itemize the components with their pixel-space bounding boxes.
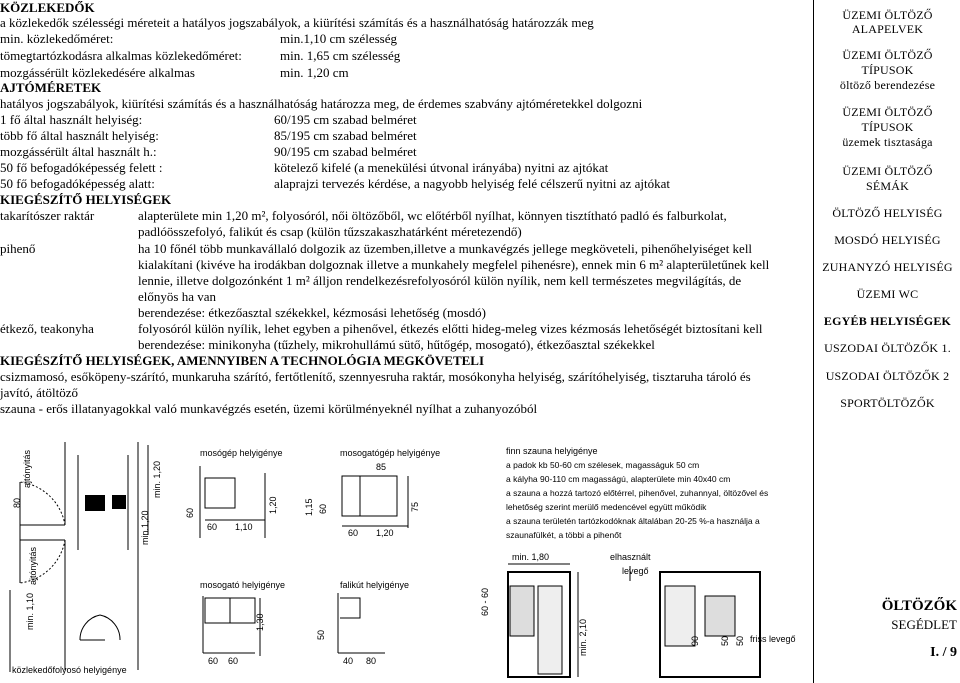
corridor-label: min.1,20 — [140, 510, 150, 545]
section-heading-kiegeszito2: KIEGÉSZÍTŐ HELYISÉGEK, AMENNYIBEN A TECHNOLÓGIA MEGKÖVETELI — [0, 353, 485, 368]
kieg-item-line: berendezése: étkezőasztal székekkel, kézmosási lehetőség (mosdó) — [138, 305, 486, 320]
falikut-diagram — [310, 578, 420, 678]
kieg2-line: szauna - erős illatanyagokkal való munkavégzés esetén, üzemi körülményeknél nyílhat a zuhanyozóból — [0, 401, 538, 416]
kieg-item-line: alapterülete min 1,20 m², folyosóról, női öltözőből, wc előtérből nyílhat, könnyen tisztítható padló és falburkolat, — [138, 208, 727, 223]
page-number: I. / 9 — [930, 645, 957, 660]
sidebar-item-tisztasag[interactable]: üzemek tisztasága — [842, 135, 933, 149]
szauna-title: finn szauna helyigénye — [506, 446, 598, 456]
dim-label: min. 1,80 — [512, 552, 550, 562]
corridor-label: min. 1,10 — [25, 592, 35, 630]
kieg-item-label: pihenő — [0, 241, 36, 256]
kieg-item-line: padlóösszefolyó, falikút és csap (külön tűzszakaszhatárként méretezendő) — [138, 224, 522, 239]
dim-label: 60 — [185, 507, 195, 518]
sidebar-item-tipusok[interactable]: TÍPUSOK — [861, 120, 914, 134]
sidebar-item-uszodai-1[interactable]: USZODAI ÖLTÖZŐK 1. — [824, 341, 951, 355]
sidebar-item-uzemi-oltozo[interactable]: ÜZEMI ÖLTÖZŐ — [842, 48, 933, 62]
corridor-label: ajtónyitás — [28, 546, 38, 585]
dim-label: 60 - 60 — [480, 587, 490, 616]
kieg-item-line: lennie, illetve dolgozónként 1 m² álljon rendelkezésrefolyosóról külön nyílik, nem kell természetes megvilágítás, de — [138, 273, 742, 288]
sidebar-item-uzemi-wc[interactable]: ÜZEMI WC — [856, 287, 919, 301]
ajto-row-label: mozgássérült által használt h.: — [0, 144, 157, 159]
mosogatogep-diagram — [300, 448, 450, 548]
sidebar-item-tipusok[interactable]: TÍPUSOK — [861, 63, 914, 77]
sidebar-item-alapelvek[interactable]: ALAPELVEK — [851, 22, 924, 36]
dim-label: 1,30 — [255, 613, 265, 631]
kozlekedok-row-value: min. 1,20 cm — [280, 65, 349, 80]
corridor-label: 80 — [12, 497, 22, 508]
sidebar-item-zuhanyzo-helyiseg[interactable]: ZUHANYZÓ HELYISÉG — [822, 260, 953, 274]
corridor-caption: közlekedőfolyosó helyigénye — [12, 665, 127, 675]
dim-label: 60 — [318, 503, 328, 514]
corridor-label: min. 1,20 — [152, 460, 162, 498]
ajto-row-value: 85/195 cm szabad belméret — [274, 128, 417, 143]
kieg2-line: csizmamosó, esőköpeny-szárító, munkaruha szárító, fertőtlenítő, szennyesruha raktár, mosókonyha helyiség, szárítóhelyiség, tisztaruha tároló és — [0, 369, 751, 384]
dim-label: 80 — [366, 656, 377, 666]
dim-label: 50 — [735, 635, 745, 646]
ajto-row-value: 90/195 cm szabad belméret — [274, 144, 417, 159]
footer-subtitle: SEGÉDLET — [891, 617, 957, 632]
dim-label: 1,10 — [235, 522, 253, 532]
sidebar-item-uszodai-2[interactable]: USZODAI ÖLTÖZŐK 2 — [825, 369, 950, 383]
section-heading-kozlekedok: KÖZLEKEDŐK — [0, 0, 95, 15]
mosogatogep-drawing — [300, 448, 450, 548]
dim-label: 1,20 — [268, 496, 278, 514]
dim-label: 60 — [208, 656, 219, 666]
ajto-row-label: több fő által használt helyiség: — [0, 128, 159, 143]
kieg-item-label: takarítószer raktár — [0, 208, 95, 223]
kieg-item-line: folyosóról külön nyílik, lehet egyben a pihenővel, étkezés előtti hideg-meleg vizes kézmosás lehetőségét biztosítani kell — [138, 321, 763, 336]
sidebar-item-sportoltozok[interactable]: SPORTÖLTÖZŐK — [840, 396, 935, 410]
kozlekedok-row-label: mozgássérült közlekedésére alkalmas — [0, 65, 195, 80]
section-heading-kiegeszito: KIEGÉSZÍTŐ HELYISÉGEK — [0, 192, 172, 207]
dim-label: 60 — [348, 528, 359, 538]
kozlekedok-row-label: tömegtartózkodásra alkalmas közlekedőméret: — [0, 48, 242, 63]
dim-label: 50 — [720, 635, 730, 646]
corridor-label: ajtónyitás — [22, 449, 32, 488]
dim-label: 60 — [207, 522, 218, 532]
dim-label: 60 — [228, 656, 239, 666]
sidebar-item-uzemi-oltozo[interactable]: ÜZEMI ÖLTÖZŐ — [842, 164, 933, 178]
dim-label: levegő — [622, 566, 649, 576]
mosogep-caption: mosógép helyigénye — [200, 448, 283, 458]
dim-label: 40 — [343, 656, 354, 666]
dim-label: 1,20 — [376, 528, 394, 538]
kozlekedok-row-value: min. 1,65 cm szélesség — [280, 48, 401, 63]
szauna-note: a szauna a hozzá tartozó előtérrel, pihenővel, zuhannyal, öltözővel és — [506, 488, 769, 498]
sidebar-item-semak[interactable]: SÉMÁK — [865, 179, 909, 193]
ajto-row-label: 50 fő befogadóképesség felett : — [0, 160, 163, 175]
ajto-row-label: 50 fő befogadóképesség alatt: — [0, 176, 155, 191]
kieg2-line: javító, átöltöző — [0, 385, 78, 400]
person-marker — [85, 495, 105, 511]
mosogatogep-caption: mosogatógép helyigénye — [340, 448, 441, 458]
dim-label: 1,15 — [304, 498, 314, 516]
kozlekedok-intro: a közlekedők szélességi méreteit a hatályos jogszabályok, a kiürítési számítás és a használhatóság határozzák meg — [0, 15, 594, 30]
section-heading-ajtomeretek: AJTÓMÉRETEK — [0, 80, 102, 95]
dim-label: 75 — [410, 501, 420, 512]
kieg-item-line: berendezése: minikonyha (tűzhely, mikrohullámú sütő, hűtőgép, mosogató), étkezőasztal székekkel — [138, 337, 655, 352]
ajto-row-label: 1 fő által használt helyiség: — [0, 112, 143, 127]
dim-label: 85 — [376, 462, 387, 472]
szauna-drawing — [470, 446, 810, 681]
sidebar-item-oltozo-helyiseg[interactable]: ÖLTÖZŐ HELYISÉG — [832, 206, 943, 220]
dim-label: 90 — [690, 635, 700, 646]
dim-label: friss levegő — [750, 634, 796, 644]
kieg-item-label: étkező, teakonyha — [0, 321, 94, 336]
szauna-note: a kályha 90-110 cm magasságú, alapterülete min 40x40 cm — [506, 474, 731, 484]
szauna-diagram — [470, 446, 810, 681]
sidebar-nav — [813, 0, 960, 683]
kieg-item-line: ha 10 főnél több munkavállaló dolgozik az üzemben,illetve a munkavégzés jellege megköveteli, pihenőhelyiséget kell — [138, 241, 753, 256]
kieg-item-line: előnyös ha van — [138, 289, 216, 304]
dim-label: 50 — [316, 629, 326, 640]
ajto-row-value: kötelező kifelé (a menekülési útvonal irányába) nyitni az ajtókat — [274, 160, 609, 175]
ajto-row-value: alaprajzi tervezés kérdése, a nagyobb helyiség felé célszerű nyitni az ajtókat — [274, 176, 670, 191]
dim-label: elhasznált — [610, 552, 651, 562]
szauna-note: lehetőség szerint merülő medencével együtt működik — [506, 502, 707, 512]
szauna-note: a padok kb 50-60 cm szélesek, magasságuk 50 cm — [506, 460, 700, 470]
sidebar-item-berendezes[interactable]: öltöző berendezése — [839, 78, 936, 92]
sidebar-item-uzemi-oltozo[interactable]: ÜZEMI ÖLTÖZŐ — [842, 8, 933, 22]
corridor-diagram — [0, 440, 180, 683]
szauna-note: szaunafülkét, a többi a pihenőt — [506, 530, 622, 540]
kozlekedok-row-value: min.1,10 cm szélesség — [280, 31, 397, 46]
kieg-item-line: kialakítani (kivéve ha irodákban dolgoznak illetve a munkahely megfelel pihenésre), ennek min 6 m² alapterületűnek kell — [138, 257, 770, 272]
falikut-caption: falikút helyigénye — [340, 580, 410, 590]
person-marker — [112, 495, 126, 509]
falikut-drawing — [310, 578, 420, 678]
mosogato-diagram — [195, 578, 305, 678]
kozlekedok-row-label: min. közlekedőméret: — [0, 31, 114, 46]
szauna-note: a szauna területén tartózkodóknak általában 20-25 %-a használja a — [506, 516, 760, 526]
dim-label: min. 2,10 — [578, 618, 588, 656]
sidebar-item-egyeb-helyisegek[interactable]: EGYÉB HELYISÉGEK — [823, 314, 952, 328]
ajto-row-value: 60/195 cm szabad belméret — [274, 112, 417, 127]
footer-title: ÖLTÖZŐK — [881, 598, 957, 614]
sidebar-item-uzemi-oltozo[interactable]: ÜZEMI ÖLTÖZŐ — [842, 105, 933, 119]
sidebar-item-mosdo-helyiseg[interactable]: MOSDÓ HELYISÉG — [834, 233, 941, 247]
ajtomeretek-intro: hatályos jogszabályok, kiürítési számítás és a használhatóság határozza meg, de érdemes szabvány ajtóméretekkel dolgozni — [0, 96, 643, 111]
mosogato-caption: mosogató helyigénye — [200, 580, 286, 590]
